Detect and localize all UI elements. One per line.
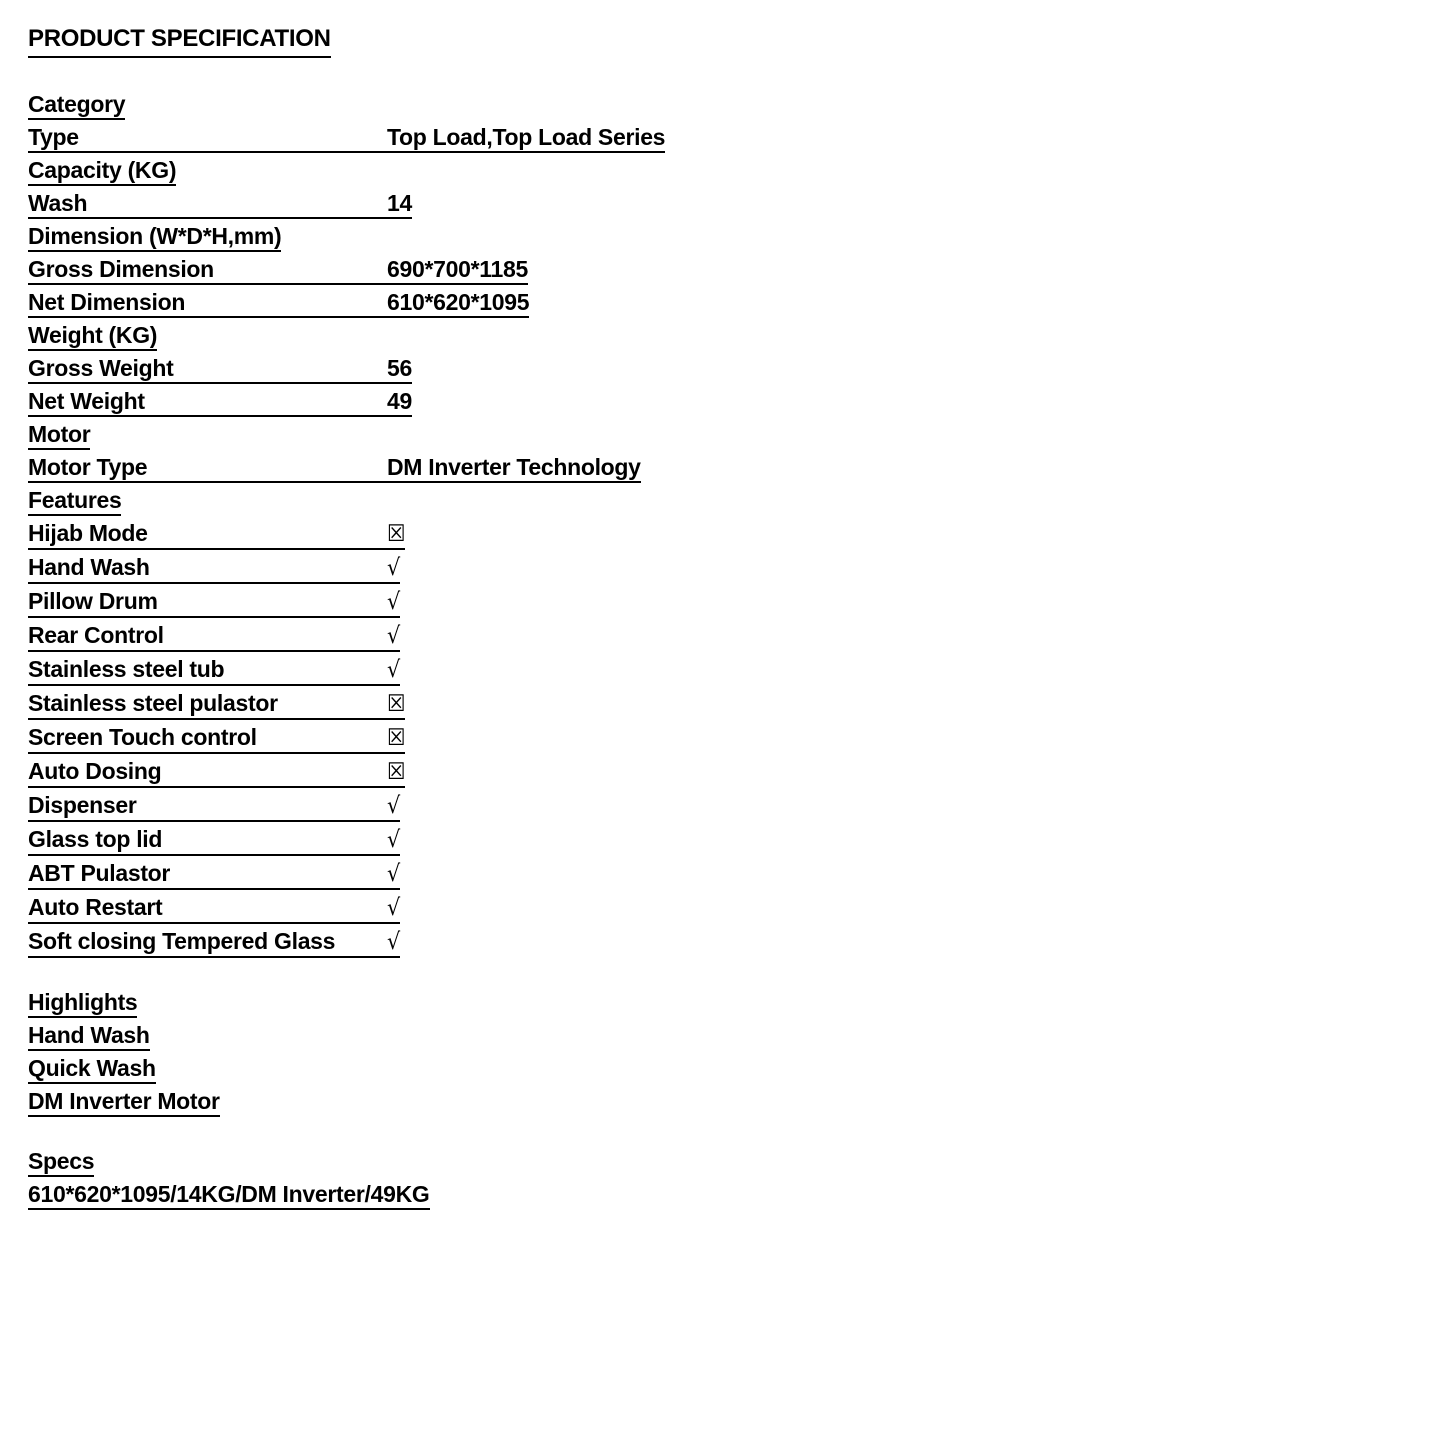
spec-label: Dispenser [28, 792, 137, 818]
check-yes-symbol: √ [387, 555, 400, 581]
spec-label: Stainless steel pulastor [28, 690, 278, 716]
spec-row [28, 621, 400, 652]
spec-row [28, 288, 529, 318]
section-header-row [28, 90, 125, 120]
spec-value: 610*620*1095 [387, 289, 530, 315]
check-yes-symbol: √ [387, 589, 400, 615]
spec-label: Type [28, 124, 79, 150]
section-header-row [28, 156, 176, 186]
section-header-row [28, 321, 157, 351]
cross-box-no-symbol: ☒ [387, 725, 406, 751]
section-header-row [28, 1021, 150, 1051]
spec-label: Net Weight [28, 388, 145, 414]
section-header-row [28, 1180, 430, 1210]
cross-box-no-symbol: ☒ [387, 759, 406, 785]
spec-value: 49 [387, 388, 412, 414]
spec-row [28, 453, 641, 483]
page-title-text: PRODUCT SPECIFICATION [28, 25, 331, 52]
spec-label: Auto Dosing [28, 758, 162, 784]
spec-row [28, 189, 412, 219]
spec-row [28, 387, 412, 417]
spec-row [28, 587, 400, 618]
spec-label: Hijab Mode [28, 520, 148, 546]
section-header-label: Category [28, 91, 126, 117]
section-header-label: Specs [28, 1148, 95, 1174]
spec-table [28, 90, 1400, 958]
check-yes-symbol: √ [387, 929, 400, 955]
check-yes-symbol: √ [387, 623, 400, 649]
spec-label: Pillow Drum [28, 588, 158, 614]
spec-row [28, 893, 400, 924]
highlights-section [28, 988, 1400, 1117]
spec-row [28, 255, 528, 285]
section-header-row [28, 1147, 94, 1177]
check-yes-symbol: √ [387, 657, 400, 683]
section-header-label: Quick Wash [28, 1055, 156, 1081]
spec-value: 690*700*1185 [387, 256, 528, 282]
spec-row [28, 689, 405, 720]
section-header-label: Features [28, 487, 122, 513]
page-title [28, 24, 331, 58]
spec-label: Gross Dimension [28, 256, 214, 282]
spec-label: Hand Wash [28, 554, 150, 580]
spec-label: Motor Type [28, 454, 148, 480]
spec-row [28, 553, 400, 584]
spec-value: Top Load,Top Load Series [387, 124, 666, 150]
spec-row [28, 859, 400, 890]
specs-section [28, 1147, 1400, 1210]
spec-value: DM Inverter Technology [387, 454, 641, 480]
spec-label: ABT Pulastor [28, 860, 171, 886]
section-header-row [28, 222, 281, 252]
spec-row [28, 757, 405, 788]
spec-row [28, 655, 400, 686]
cross-box-no-symbol: ☒ [387, 691, 406, 717]
section-header-row [28, 1054, 156, 1084]
section-header-label: Hand Wash [28, 1022, 150, 1048]
check-yes-symbol: √ [387, 861, 400, 887]
spec-label: Rear Control [28, 622, 164, 648]
spec-label: Stainless steel tub [28, 656, 225, 682]
spec-row [28, 123, 665, 153]
section-header-label: DM Inverter Motor [28, 1088, 220, 1114]
check-yes-symbol: √ [387, 895, 400, 921]
cross-box-no-symbol: ☒ [387, 521, 406, 547]
spec-label: Auto Restart [28, 894, 163, 920]
spec-label: Net Dimension [28, 289, 186, 315]
spec-value: 56 [387, 355, 412, 381]
spec-row [28, 791, 400, 822]
section-header-row [28, 486, 121, 516]
check-yes-symbol: √ [387, 793, 400, 819]
spec-label: Screen Touch control [28, 724, 257, 750]
spec-label: Gross Weight [28, 355, 174, 381]
section-header-label: Dimension (W*D*H,mm) [28, 223, 282, 249]
spec-row [28, 519, 405, 550]
check-yes-symbol: √ [387, 827, 400, 853]
section-header-label: Motor [28, 421, 91, 447]
section-header-label: Capacity (KG) [28, 157, 177, 183]
spec-label: Wash [28, 190, 88, 216]
section-header-label: Weight (KG) [28, 322, 158, 348]
spec-row [28, 723, 405, 754]
spec-row [28, 825, 400, 856]
spec-row [28, 927, 400, 958]
section-header-row [28, 1087, 220, 1117]
spec-label: Soft closing Tempered Glass [28, 928, 336, 954]
spec-value: 14 [387, 190, 412, 216]
section-header-row [28, 420, 90, 450]
spec-row [28, 354, 412, 384]
spec-label: Glass top lid [28, 826, 163, 852]
section-header-row [28, 988, 137, 1018]
section-header-label: 610*620*1095/14KG/DM Inverter/49KG [28, 1181, 430, 1207]
section-header-label: Highlights [28, 989, 138, 1015]
